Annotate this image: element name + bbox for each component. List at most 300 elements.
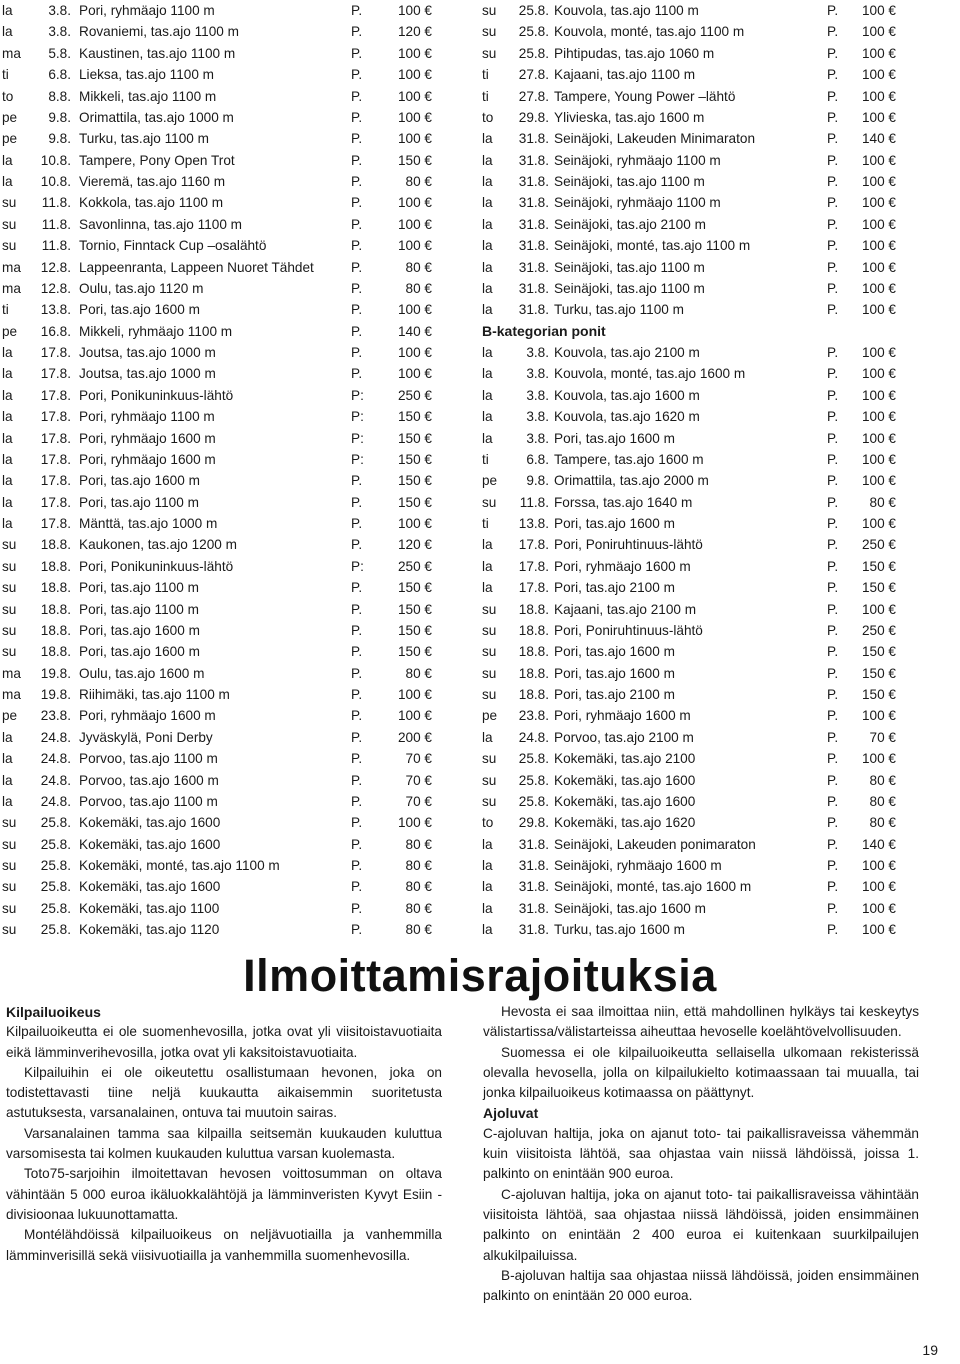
weekday: la: [482, 366, 493, 382]
race-row: [0, 385, 450, 406]
race-row: [480, 43, 930, 64]
weekday: su: [2, 622, 17, 638]
weekday: la: [482, 238, 493, 254]
race-description: Seinäjoki, monté, tas.ajo 1600 m: [554, 879, 752, 895]
prize-label: P.: [351, 729, 363, 745]
weekday: ma: [2, 687, 21, 702]
prize-amount: 70 €: [405, 793, 432, 809]
prize-amount: 150 €: [397, 409, 432, 425]
race-description: Orimattila, tas.ajo 1000 m: [79, 109, 234, 125]
prize-amount: 80 €: [405, 836, 432, 852]
date: 27.8.: [518, 67, 549, 83]
race-description: Seinäjoki, tas.ajo 1100 m: [554, 259, 705, 275]
race-description: Pori, tas.ajo 1100 m: [79, 580, 199, 596]
weekday: pe: [2, 109, 18, 125]
paragraph: Kilpailuihin ei ole oikeutettu osallistumaan hevonen, joka on todistettavasti tiine neljä kuukautta aikaisemmin suoritetusta astutuksesta, varsanalainen, ontuva tai muutoin sairas.: [6, 1064, 442, 1121]
prize-label: P.: [827, 88, 839, 104]
weekday: la: [482, 259, 493, 275]
race-row: [480, 641, 930, 662]
prize-amount: 100 €: [861, 473, 896, 489]
race-description: Turku, tas.ajo 1100 m: [79, 131, 209, 147]
date: 25.8.: [518, 793, 549, 809]
date: 3.8.: [526, 387, 549, 403]
prize-label: P.: [827, 409, 839, 425]
date: 18.8.: [518, 687, 549, 702]
date: 3.8.: [526, 345, 549, 360]
prize-label: P.: [351, 216, 363, 232]
date: 17.8.: [518, 558, 549, 574]
race-description: Lieksa, tas.ajo 1100 m: [79, 67, 215, 83]
prize-amount: 150 €: [861, 644, 896, 660]
date: 11.8.: [41, 238, 71, 254]
weekday: la: [482, 858, 493, 873]
race-description: Kokemäki, tas.ajo 1600: [554, 772, 696, 788]
date: 31.8.: [518, 836, 549, 852]
race-description: Seinäjoki, Lakeuden Minimaraton: [554, 131, 756, 147]
race-row: [480, 64, 930, 85]
race-row: [0, 342, 450, 363]
prize-label: P.: [351, 323, 363, 339]
race-description: Seinäjoki, tas.ajo 2100 m: [554, 216, 706, 232]
race-description: Pori, ryhmäajo 1600 m: [79, 430, 216, 446]
prize-amount: 140 €: [861, 131, 896, 147]
prize-amount: 80 €: [869, 494, 896, 510]
weekday: su: [2, 858, 17, 873]
right-text-column: [483, 1002, 919, 1306]
prize-label: P.: [827, 601, 839, 617]
date: 31.8.: [518, 280, 549, 296]
race-description: Joutsa, tas.ajo 1000 m: [79, 345, 216, 360]
prize-label: P.: [827, 836, 839, 852]
date: 24.8.: [40, 751, 71, 767]
weekday: su: [482, 45, 497, 61]
race-description: Pori, tas.ajo 1600 m: [79, 302, 200, 318]
race-row: [0, 428, 450, 449]
race-description: Pori, tas.ajo 1600 m: [554, 430, 675, 446]
prize-amount: 100 €: [861, 3, 896, 18]
prize-label: P.: [351, 366, 363, 382]
date: 18.8.: [518, 601, 549, 617]
prize-label: P.: [351, 3, 363, 18]
paragraph: Varsanalainen tamma saa kilpailla seitsemän kuukauden kuluttua varsomisesta tai kolmen kuukauden kuluttua varsan kuolemasta.: [6, 1125, 442, 1162]
weekday: la: [482, 900, 493, 916]
prize-amount: 100 €: [861, 451, 896, 467]
date: 18.8.: [518, 622, 549, 638]
weekday: la: [2, 516, 13, 531]
prize-label: P.: [827, 302, 839, 318]
date: 31.8.: [518, 152, 549, 168]
race-description: Tornio, Finntack Cup –osalähtö: [79, 238, 267, 254]
prize-amount: 100 €: [861, 409, 896, 425]
date: 31.8.: [518, 900, 549, 916]
race-row: [480, 406, 930, 427]
date: 31.8.: [518, 238, 549, 254]
prize-amount: 100 €: [861, 387, 896, 403]
paragraph: Suomessa ei ole kilpailuoikeutta sellaisella ulkomaan rekisterissä olevalla hevosella, jolla on kilpailukielto kotimaassaan tai muualla, tai jonka kilpailuoikeus kotimaassa on päättynyt.: [483, 1044, 919, 1101]
race-description: Porvoo, tas.ajo 1100 m: [79, 751, 218, 767]
race-row: [0, 577, 450, 598]
prize-label: P.: [351, 494, 363, 510]
race-description: Kokemäki, tas.ajo 1100: [79, 900, 220, 916]
race-row: [480, 556, 930, 577]
date: 3.8.: [526, 409, 549, 425]
date: 31.8.: [518, 879, 549, 895]
prize-amount: 100 €: [397, 45, 432, 61]
race-row: [0, 727, 450, 748]
prize-amount: 100 €: [397, 216, 432, 232]
race-row: [0, 876, 450, 897]
race-row: [480, 150, 930, 171]
race-description: Pori, tas.ajo 1600 m: [554, 644, 675, 660]
prize-amount: 100 €: [397, 109, 432, 125]
race-description: Pori, tas.ajo 1100 m: [79, 494, 199, 510]
weekday: la: [2, 772, 13, 788]
race-row: [0, 663, 450, 684]
left-race-list: [0, 0, 450, 941]
prize-label: P.: [351, 537, 363, 553]
date: 6.8.: [48, 67, 71, 83]
date: 24.8.: [518, 729, 549, 745]
prize-amount: 120 €: [397, 537, 432, 553]
prize-amount: 80 €: [405, 174, 432, 189]
prize-amount: 150 €: [397, 473, 432, 489]
prize-amount: 100 €: [397, 345, 432, 360]
race-description: Pori, ryhmäajo 1600 m: [79, 451, 216, 467]
prize-amount: 100 €: [861, 345, 896, 360]
race-description: Pori, Poniruhtinuus-lähtö: [554, 622, 703, 638]
date: 11.8.: [41, 195, 71, 211]
prize-label: P.: [351, 516, 363, 531]
race-row: [480, 470, 930, 491]
race-row: [0, 534, 450, 555]
race-row: [480, 449, 930, 470]
weekday: la: [2, 174, 13, 189]
date: 17.8.: [40, 387, 71, 403]
race-description: Kouvola, tas.ajo 1620 m: [554, 409, 700, 425]
prize-amount: 100 €: [397, 238, 432, 254]
race-description: Lappeenranta, Lappeen Nuoret Tähdet: [79, 259, 314, 275]
prize-label: P:: [351, 430, 364, 446]
weekday: la: [482, 131, 493, 147]
weekday: ti: [482, 451, 489, 467]
date: 31.8.: [518, 131, 549, 147]
weekday: la: [2, 387, 13, 403]
date: 31.8.: [518, 195, 549, 211]
prize-label: P.: [827, 815, 839, 831]
race-description: Kouvola, monté, tas.ajo 1100 m: [554, 24, 745, 40]
race-row: [0, 898, 450, 919]
weekday: su: [2, 815, 17, 831]
date: 8.8.: [48, 88, 71, 104]
race-description: Pori, tas.ajo 1600 m: [79, 644, 200, 660]
race-description: Jyväskylä, Poni Derby: [79, 729, 213, 745]
date: 17.8.: [40, 366, 71, 382]
race-row: [480, 492, 930, 513]
date: 17.8.: [40, 516, 71, 531]
prize-label: P.: [351, 601, 363, 617]
race-row: [0, 791, 450, 812]
prize-label: P.: [351, 708, 363, 724]
race-description: Ylivieska, tas.ajo 1600 m: [554, 109, 705, 125]
race-row: [480, 128, 930, 149]
prize-amount: 100 €: [397, 88, 432, 104]
prize-label: P.: [351, 665, 363, 681]
weekday: su: [2, 836, 17, 852]
prize-amount: 120 €: [397, 24, 432, 40]
weekday: to: [2, 88, 14, 104]
prize-label: P.: [827, 622, 839, 638]
date: 25.8.: [518, 751, 549, 767]
weekday: la: [2, 430, 13, 446]
date: 31.8.: [518, 922, 549, 938]
prize-label: P.: [827, 451, 839, 467]
weekday: la: [2, 152, 13, 168]
prize-label: P.: [351, 238, 363, 254]
race-description: Vieremä, tas.ajo 1160 m: [79, 174, 226, 189]
weekday: pe: [2, 708, 18, 724]
weekday: ma: [2, 259, 21, 275]
prize-amount: 100 €: [861, 195, 896, 211]
race-row: [0, 684, 450, 705]
race-row: [480, 385, 930, 406]
prize-amount: 100 €: [861, 24, 896, 40]
weekday: la: [2, 494, 13, 510]
prize-amount: 100 €: [861, 879, 896, 895]
date: 29.8.: [518, 109, 549, 125]
date: 31.8.: [518, 302, 549, 318]
race-row: [480, 107, 930, 128]
prize-amount: 100 €: [861, 174, 896, 189]
prize-amount: 100 €: [861, 601, 896, 617]
weekday: la: [482, 216, 493, 232]
prize-label: P.: [351, 815, 363, 831]
prize-label: P.: [351, 644, 363, 660]
paragraph: Hevosta ei saa ilmoittaa niin, että mahdollinen hylkäys tai keskeytys välistartissa/välistarteissa aiheuttaa hevoselle koelähtövelvollisuuden.: [483, 1004, 919, 1040]
prize-label: P.: [827, 644, 839, 660]
race-description: Kokemäki, monté, tas.ajo 1100 m: [79, 858, 280, 873]
race-description: Orimattila, tas.ajo 2000 m: [554, 473, 709, 489]
date: 3.8.: [48, 3, 71, 18]
date: 3.8.: [526, 430, 549, 446]
prize-label: P.: [351, 687, 363, 702]
date: 3.8.: [526, 366, 549, 382]
date: 18.8.: [518, 665, 549, 681]
date: 17.8.: [40, 494, 71, 510]
race-description: Pori, tas.ajo 1600 m: [79, 473, 200, 489]
prize-amount: 100 €: [397, 302, 432, 318]
prize-amount: 100 €: [397, 195, 432, 211]
prize-amount: 80 €: [869, 793, 896, 809]
weekday: la: [2, 366, 13, 382]
prize-amount: 100 €: [397, 67, 432, 83]
prize-label: P.: [351, 793, 363, 809]
race-description: Rovaniemi, tas.ajo 1100 m: [79, 24, 239, 40]
prize-label: P.: [351, 473, 363, 489]
prize-amount: 70 €: [869, 729, 896, 745]
prize-amount: 100 €: [861, 900, 896, 916]
date: 17.8.: [40, 409, 71, 425]
prize-label: P:: [351, 451, 364, 467]
race-description: Kokemäki, tas.ajo 1600: [79, 836, 221, 852]
date: 27.8.: [518, 88, 549, 104]
weekday: la: [482, 729, 493, 745]
date: 23.8.: [518, 708, 549, 724]
race-row: [480, 791, 930, 812]
prize-amount: 80 €: [405, 879, 432, 895]
date: 18.8.: [40, 558, 71, 574]
weekday: su: [2, 879, 17, 895]
race-description: Pori, ryhmäajo 1600 m: [79, 708, 216, 724]
race-row: [480, 257, 930, 278]
prize-amount: 80 €: [405, 665, 432, 681]
weekday: ti: [482, 516, 489, 531]
race-description: Pori, ryhmäajo 1600 m: [554, 708, 691, 724]
prize-amount: 100 €: [861, 238, 896, 254]
race-description: Kokkola, tas.ajo 1100 m: [79, 195, 224, 211]
date: 23.8.: [40, 708, 71, 724]
weekday: la: [482, 537, 493, 553]
date: 12.8.: [40, 280, 71, 296]
prize-label: P.: [827, 537, 839, 553]
prize-amount: 200 €: [397, 729, 432, 745]
race-description: Kouvola, tas.ajo 1600 m: [554, 387, 700, 403]
paragraph: C-ajoluvan haltija, joka on ajanut toto- tai paikallisraveissa vähemmän kuin viisitoista lähtöä, saa ohjastaa vain niissä lähdöissä, joissa 1. palkinto on enintään 900 euroa.: [483, 1125, 919, 1182]
prize-label: P.: [351, 67, 363, 83]
prize-label: P.: [351, 174, 363, 189]
weekday: su: [2, 580, 17, 596]
prize-label: P.: [827, 772, 839, 788]
prize-amount: 100 €: [861, 366, 896, 382]
race-description: Oulu, tas.ajo 1120 m: [79, 280, 204, 296]
weekday: la: [2, 409, 13, 425]
prize-amount: 150 €: [861, 665, 896, 681]
race-description: Seinäjoki, ryhmäajo 1100 m: [554, 152, 721, 168]
date: 25.8.: [40, 858, 71, 873]
prize-label: P.: [827, 430, 839, 446]
race-row: [480, 727, 930, 748]
date: 25.8.: [40, 922, 71, 938]
weekday: su: [482, 793, 497, 809]
prize-label: P.: [827, 109, 839, 125]
date: 17.8.: [40, 473, 71, 489]
race-row: [0, 513, 450, 534]
prize-amount: 100 €: [397, 366, 432, 382]
date: 19.8.: [40, 687, 71, 702]
date: 13.8.: [518, 516, 549, 531]
prize-amount: 100 €: [397, 708, 432, 724]
race-row: [480, 86, 930, 107]
prize-label: P:: [351, 558, 364, 574]
weekday: su: [2, 601, 17, 617]
weekday: la: [482, 580, 493, 596]
weekday: la: [482, 430, 493, 446]
prize-amount: 100 €: [861, 751, 896, 767]
race-row: [0, 834, 450, 855]
prize-amount: 70 €: [405, 751, 432, 767]
race-description: Joutsa, tas.ajo 1000 m: [79, 366, 216, 382]
date: 13.8.: [40, 302, 71, 318]
race-row: [480, 855, 930, 876]
race-description: Savonlinna, tas.ajo 1100 m: [79, 216, 242, 232]
race-row: [480, 599, 930, 620]
race-row: [0, 43, 450, 64]
prize-amount: 250 €: [861, 622, 896, 638]
race-description: Kokemäki, tas.ajo 1600: [79, 879, 221, 895]
race-row: [0, 406, 450, 427]
weekday: pe: [2, 323, 18, 339]
prize-label: P.: [827, 345, 839, 360]
left-text-column: [6, 1002, 442, 1266]
race-description: Kokemäki, tas.ajo 1600: [79, 815, 221, 831]
prize-label: P:: [351, 409, 364, 425]
race-row: [480, 663, 930, 684]
race-description: Mikkeli, ryhmäajo 1100 m: [79, 323, 233, 339]
date: 25.8.: [518, 24, 549, 40]
race-row: [0, 192, 450, 213]
date: 31.8.: [518, 174, 549, 189]
race-description: Turku, tas.ajo 1100 m: [554, 302, 684, 318]
weekday: la: [482, 280, 493, 296]
weekday: su: [482, 3, 497, 18]
prize-amount: 150 €: [397, 451, 432, 467]
prize-label: P.: [351, 900, 363, 916]
race-row: [480, 898, 930, 919]
paragraph: Kilpailuoikeutta ei ole suomenhevosilla, jotka ovat yli viisitoistavuotiaita eikä lämminverihevosilla, jotka ovat yli kaksitoistavuotiaita.: [6, 1024, 442, 1060]
weekday: pe: [482, 708, 498, 724]
prize-amount: 150 €: [397, 644, 432, 660]
race-row: [0, 321, 450, 342]
race-row: [0, 492, 450, 513]
date: 18.8.: [40, 601, 71, 617]
prize-label: P.: [827, 152, 839, 168]
race-row: [480, 748, 930, 769]
race-description: Tampere, tas.ajo 1600 m: [554, 451, 704, 467]
prize-amount: 150 €: [397, 580, 432, 596]
race-row: [0, 449, 450, 470]
race-description: Pori, tas.ajo 1600 m: [554, 665, 675, 681]
race-row: [0, 235, 450, 256]
prize-amount: 100 €: [861, 45, 896, 61]
prize-amount: 150 €: [861, 580, 896, 596]
b-category-heading: B-kategorian ponit: [482, 322, 606, 339]
date: 18.8.: [40, 580, 71, 596]
race-row: [0, 128, 450, 149]
prize-amount: 100 €: [861, 88, 896, 104]
date: 5.8.: [48, 45, 71, 61]
date: 18.8.: [40, 537, 71, 553]
weekday: ma: [2, 665, 21, 681]
section-heading-ajoluvat: Ajoluvat: [483, 1105, 539, 1122]
race-description: Pori, tas.ajo 2100 m: [554, 687, 675, 702]
race-description: Kaustinen, tas.ajo 1100 m: [79, 45, 236, 61]
weekday: to: [482, 109, 494, 125]
weekday: su: [2, 216, 17, 232]
prize-amount: 100 €: [861, 708, 896, 724]
prize-label: P.: [827, 259, 839, 275]
prize-amount: 100 €: [861, 216, 896, 232]
weekday: la: [2, 751, 13, 767]
prize-label: P.: [827, 900, 839, 916]
prize-label: P.: [827, 494, 839, 510]
race-row: [0, 770, 450, 791]
weekday: la: [2, 3, 13, 18]
race-row: [0, 107, 450, 128]
race-description: Pori, tas.ajo 1100 m: [79, 601, 199, 617]
prize-label: P.: [827, 858, 839, 873]
prize-amount: 100 €: [861, 302, 896, 318]
prize-amount: 100 €: [397, 815, 432, 831]
prize-amount: 100 €: [861, 430, 896, 446]
